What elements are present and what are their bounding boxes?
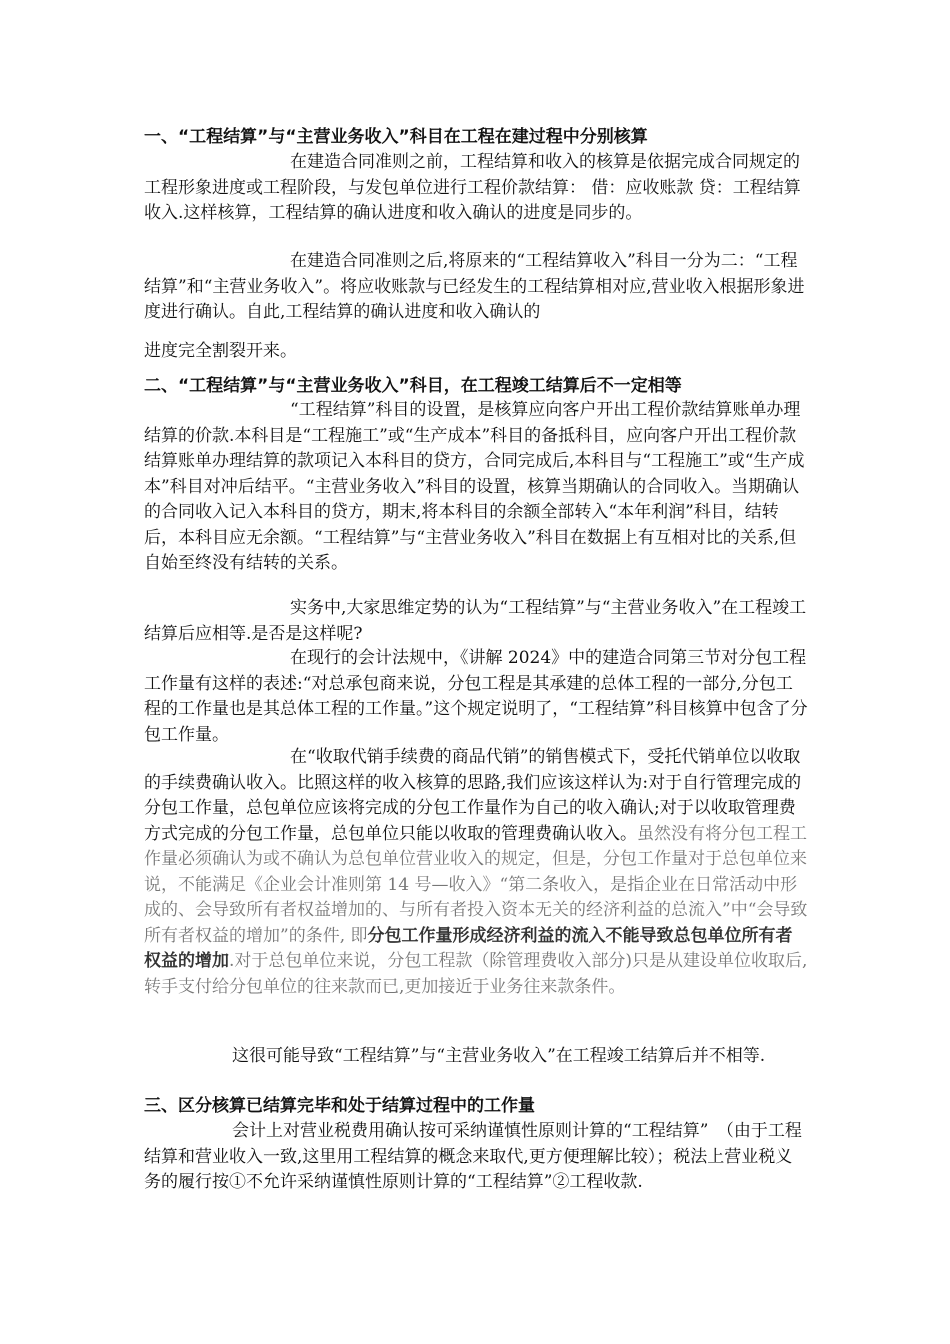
section-3-paragraph-1: 会计上对营业税费用确认按可采纳谨慎性原则计算的“工程结算” （由于工程结算和营业收入一致,这里用工程结算的概念来取代,更方便理解比较）；税法上营业税义务的履行按①不允许采纳谨慎性原则计算的“工程结算”②工程收款. xyxy=(144,1121,802,1192)
section-2-paragraph-5: 这很可能导致“工程结算”与“主营业务收入”在工程竣工结算后并不相等. xyxy=(232,1046,766,1066)
section-3-title: 三、区分核算已结算完毕和处于结算过程中的工作量 xyxy=(144,1096,535,1116)
section-1-paragraph-3: 进度完全割裂开来。 xyxy=(144,341,297,361)
paragraph-4-text: 在“收取代销手续费的商品代销”的销售模式下，受托代销单位以收取的手续费确认收入。比照这样的收入核算的思路,我们应该这样认为:对于自行管理完成的分包工作量，总包单位应该将完成的分包工作量作为自己的收入确认;对于以收取管理费方式完成的分包工作量，总包单位只能以收取的管理费确认收入。 xyxy=(144,747,802,844)
section-2-paragraph-3: 在现行的会计法规中，《讲解 2024》中的建造合同第三节对分包工程工作量有这样的表述:“对总承包商来说，分包工程是其承建的总体工程的一部分,分包工程的工作量也是其总体工程的工作量。”这个规定说明了，“工程结算”科目核算中包含了分包工作量。 xyxy=(144,648,808,745)
section-2-title: 二、“工程结算”与“主营业务收入”科目，在工程竣工结算后不一定相等 xyxy=(144,376,682,396)
section-2-paragraph-4 xyxy=(144,745,808,1000)
paragraph-4-gray-text: 虽然没有将分包工程工作量必须确认为或不确认为总包单位营业收入的规定，但是，分包工作量对于总包单位来说，不能满足《企业会计准则第 14 号—收入》“第二条收入，是指企业在日常活动中形成的、会导致所有者权益增加的、与所有者投入资本无关的经济利益的总流入”中“会导致所有者权益的增加”的条件, 即 xyxy=(144,823,808,946)
section-2-paragraph-1: “工程结算”科目的设置，是核算应向客户开出工程价款结算账单办理结算的价款.本科目是“工程施工”或“生产成本”科目的备抵科目，应向客户开出工程价款结算账单办理结算的款项记入本科目的贷方，合同完成后,本科目与“工程施工”或“生产成本”科目对冲后结平。“主营业务收入”科目的设置，核算当期确认的合同收入。当期确认的合同收入记入本科目的贷方，期末,将本科目的余额全部转入“本年利润”科目，结转后，本科目应无余额。“工程结算”与“主营业务收入”科目在数据上有互相对比的关系,但自始至终没有结转的关系。 xyxy=(144,400,805,573)
section-1-title: 一、“工程结算”与“主营业务收入”科目在工程在建过程中分别核算 xyxy=(144,127,648,147)
section-1-paragraph-2: 在建造合同准则之后,将原来的“工程结算收入”科目一分为二：“工程结算”和“主营业务收入”。将应收账款与已经发生的工程结算相对应,营业收入根据形象进度进行确认。自此,工程结算的确认进度和收入确认的 xyxy=(144,251,805,322)
section-1-paragraph-1: 在建造合同准则之前，工程结算和收入的核算是依据完成合同规定的工程形象进度或工程阶段，与发包单位进行工程价款结算： 借：应收账款 贷：工程结算收入.这样核算，工程结算的确认进度和收入确认的进度是同步的。 xyxy=(144,152,801,223)
section-2-paragraph-2: 实务中,大家思维定势的认为“工程结算”与“主营业务收入”在工程竣工结算后应相等.是否是这样呢? xyxy=(144,598,807,644)
paragraph-4-gray-tail: .对于总包单位来说，分包工程款（除管理费收入部分)只是从建设单位收取后,转手支付给分包单位的往来款而已,更加接近于业务往来款条件。 xyxy=(144,951,808,997)
paragraph-4-bold-text: 分包工作量形成经济利益的流入不能导致总包单位所有者权益的增加 xyxy=(144,925,793,971)
